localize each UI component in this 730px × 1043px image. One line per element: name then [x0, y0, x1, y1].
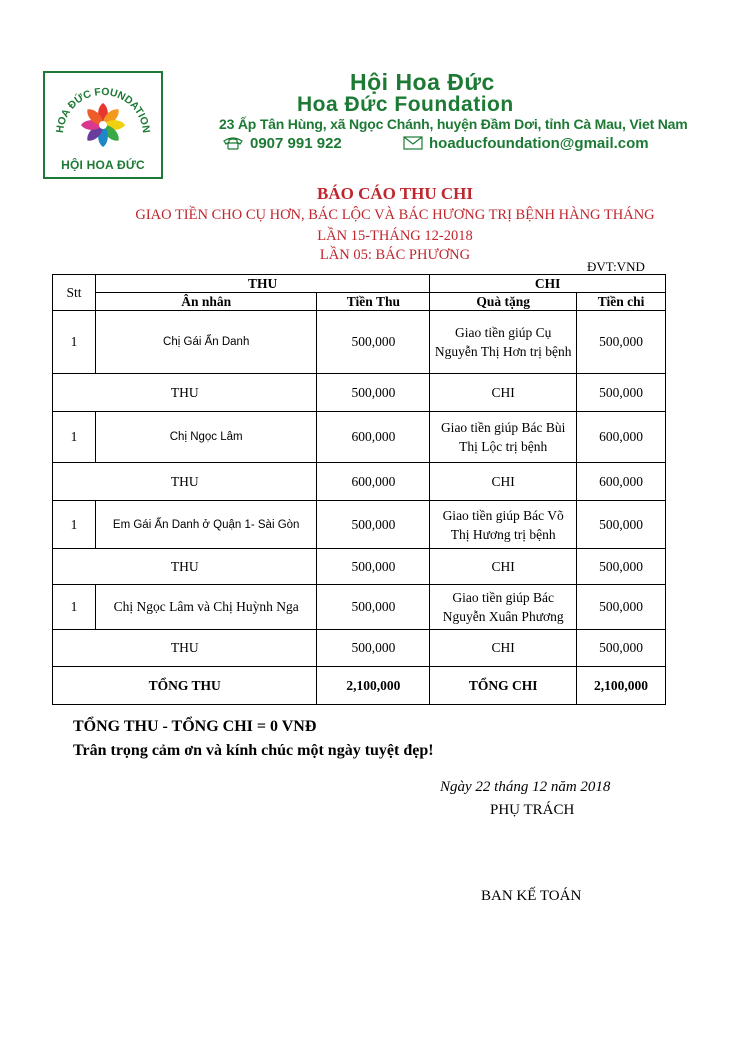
subtotal-thu-label: THU	[53, 549, 317, 585]
header-stt: Stt	[53, 275, 96, 311]
subtotal-in: 500,000	[317, 630, 430, 667]
header-row-sub	[53, 293, 666, 311]
header-an-nhan: Ân nhân	[95, 293, 317, 311]
row-amount-in: 600,000	[317, 412, 430, 463]
subtotal-row	[53, 549, 666, 585]
row-amount-in: 500,000	[317, 501, 430, 549]
header-tien-thu: Tiền Thu	[317, 293, 430, 311]
table-row	[53, 585, 666, 630]
row-donor: Chị Ngọc Lâm và Chị Huỳnh Nga	[95, 585, 317, 630]
total-chi-value: 2,100,000	[577, 667, 666, 705]
row-gift: Giao tiền giúp Cụ Nguyễn Thị Hơn trị bệnh	[430, 311, 577, 374]
row-gift: Giao tiền giúp Bác Nguyễn Xuân Phương	[430, 585, 577, 630]
report-title: BÁO CÁO THU CHI	[316, 184, 473, 203]
row-gift: Giao tiền giúp Bác Bùi Thị Lộc trị bệnh	[430, 412, 577, 463]
subtotal-in: 600,000	[317, 463, 430, 501]
subtotal-thu-label: THU	[53, 630, 317, 667]
row-donor: Chị Ngọc Lâm	[95, 412, 317, 463]
row-stt: 1	[53, 585, 96, 630]
subtotal-out: 500,000	[577, 374, 666, 412]
header-qua-tang: Quà tặng	[430, 293, 577, 311]
header-tien-chi: Tiền chi	[577, 293, 666, 311]
row-gift: Giao tiền giúp Bác Võ Thị Hương trị bệnh	[430, 501, 577, 549]
row-stt: 1	[53, 501, 96, 549]
header-chi: CHI	[430, 275, 666, 293]
envelope-icon	[403, 136, 423, 150]
logo-center	[99, 121, 107, 129]
currency-unit: ĐVT:VND	[587, 259, 645, 274]
grand-total-row	[53, 667, 666, 705]
contact-phone	[222, 135, 342, 152]
total-thu-label: TỔNG THU	[53, 667, 317, 705]
total-chi-label: TỔNG CHI	[430, 667, 577, 705]
row-stt: 1	[53, 311, 96, 374]
row-donor: Em Gái Ẩn Danh ở Quận 1- Sài Gòn	[95, 501, 317, 549]
report-recipient: LẦN 05: BÁC PHƯƠNG	[319, 247, 471, 263]
report-date: Ngày 22 tháng 12 năm 2018	[440, 779, 611, 795]
subtotal-chi-label: CHI	[430, 374, 577, 412]
row-amount-out: 500,000	[577, 311, 666, 374]
phone-icon	[222, 136, 244, 150]
subtotal-chi-label: CHI	[430, 463, 577, 501]
org-name-vn: Hội Hoa Đức	[350, 69, 495, 95]
phone-number: 0907 991 922	[250, 135, 342, 152]
subtotal-out: 500,000	[577, 549, 666, 585]
row-donor: Chị Gái Ẩn Danh	[95, 311, 317, 374]
subtotal-chi-label: CHI	[430, 549, 577, 585]
subtotal-row	[53, 374, 666, 412]
row-stt: 1	[53, 412, 96, 463]
subtotal-chi-label: CHI	[430, 630, 577, 667]
row-amount-out: 500,000	[577, 585, 666, 630]
accounting-label: BAN KẾ TOÁN	[481, 888, 582, 904]
total-thu-value: 2,100,000	[317, 667, 430, 705]
table-row	[53, 501, 666, 549]
subtotal-in: 500,000	[317, 374, 430, 412]
email-address: hoaducfoundation@gmail.com	[429, 135, 649, 152]
report-table	[52, 274, 666, 705]
subtotal-in: 500,000	[317, 549, 430, 585]
row-amount-out: 600,000	[577, 412, 666, 463]
org-name-en: Hoa Đức Foundation	[297, 93, 514, 116]
subtotal-out: 500,000	[577, 630, 666, 667]
header-row-top	[53, 275, 666, 293]
subtotal-thu-label: THU	[53, 463, 317, 501]
report-round: LẦN 15-THÁNG 12-2018	[317, 228, 473, 244]
contact-email	[403, 135, 649, 152]
header-thu: THU	[95, 275, 429, 293]
in-charge-label: PHỤ TRÁCH	[490, 802, 575, 818]
table-row	[53, 311, 666, 374]
thanks-line: Trân trọng cảm ơn và kính chúc một ngày tuyệt đẹp!	[73, 742, 434, 759]
subtotal-thu-label: THU	[53, 374, 317, 412]
subtotal-out: 600,000	[577, 463, 666, 501]
row-amount-in: 500,000	[317, 585, 430, 630]
table-row	[53, 412, 666, 463]
row-amount-out: 500,000	[577, 501, 666, 549]
report-subtitle: GIAO TIỀN CHO CỤ HƠN, BÁC LỘC VÀ BÁC HƯƠNG TRỊ BỆNH HÀNG THÁNG	[135, 207, 655, 223]
subtotal-row	[53, 463, 666, 501]
row-amount-in: 500,000	[317, 311, 430, 374]
logo-name: HỘI HOA ĐỨC	[61, 158, 145, 172]
subtotal-row	[53, 630, 666, 667]
org-address: 23 Ấp Tân Hùng, xã Ngọc Chánh, huyện Đầm Dơi, tỉnh Cà Mau, Viet Nam	[219, 116, 688, 132]
logo-arc-text: HOA ĐỨC FOUNDATION	[53, 85, 153, 134]
logo	[43, 71, 163, 179]
balance-line: TỔNG THU - TỔNG CHI = 0 VNĐ	[73, 718, 317, 735]
